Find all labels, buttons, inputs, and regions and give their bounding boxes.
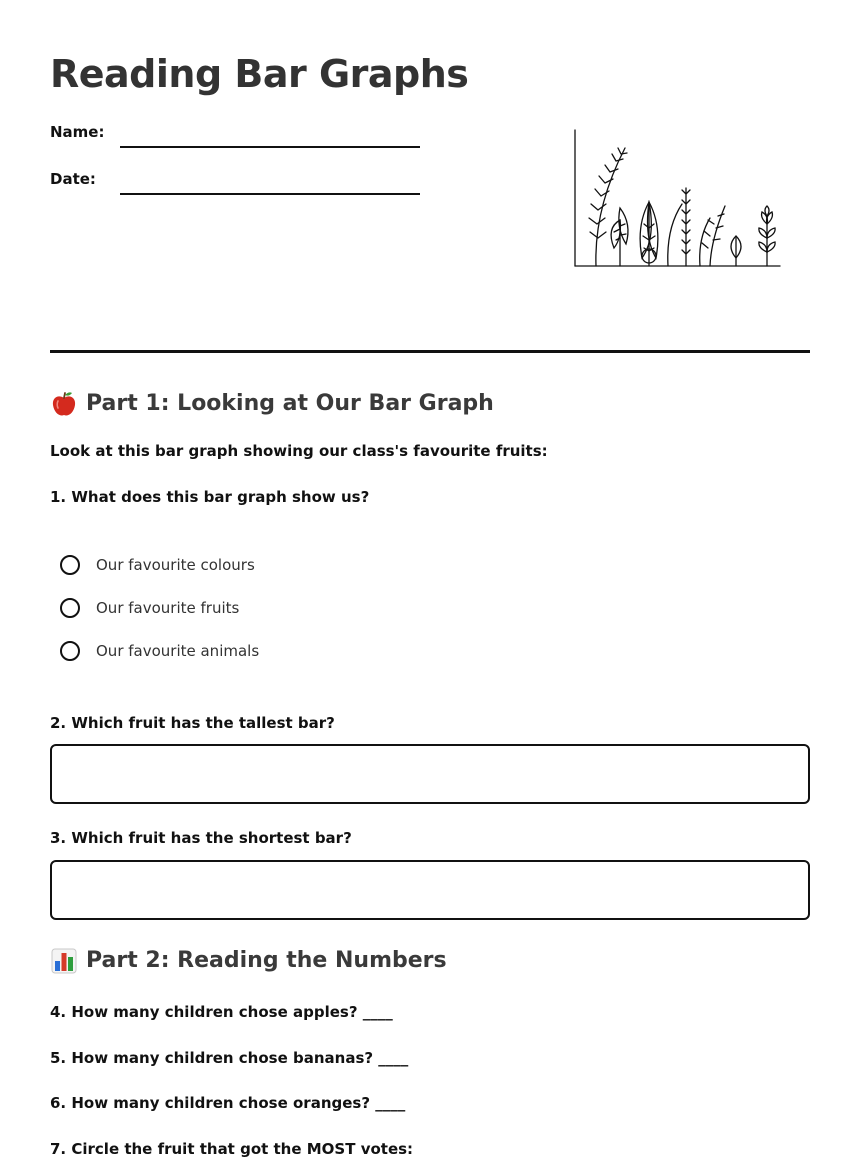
page-title: Reading Bar Graphs	[50, 52, 469, 96]
option-label: Our favourite colours	[96, 556, 255, 574]
part1-intro: Look at this bar graph showing our class's favourite fruits:	[50, 442, 548, 460]
part1-heading	[50, 389, 494, 419]
q2-answer-box[interactable]	[50, 744, 810, 804]
option-label: Our favourite fruits	[96, 599, 240, 617]
question-2: 2. Which fruit has the tallest bar?	[50, 714, 335, 732]
date-field	[50, 169, 430, 199]
part2-heading	[50, 946, 447, 976]
question-3: 3. Which fruit has the shortest bar?	[50, 829, 352, 847]
q3-answer-box[interactable]	[50, 860, 810, 920]
question-5: 5. How many children chose bananas? ____	[50, 1049, 409, 1067]
question-6: 6. How many children chose oranges? ____	[50, 1094, 406, 1112]
name-label: Name:	[50, 123, 105, 141]
plants-illustration-icon	[570, 128, 790, 270]
part1-heading-text: Part 1: Looking at Our Bar Graph	[86, 391, 494, 416]
date-line[interactable]	[120, 193, 420, 195]
option-label: Our favourite animals	[96, 642, 260, 660]
question-1: 1. What does this bar graph show us?	[50, 488, 370, 506]
bar-chart-icon	[50, 947, 78, 975]
q1-option-animals[interactable]	[60, 638, 259, 664]
radio-button[interactable]	[60, 598, 80, 618]
radio-button[interactable]	[60, 641, 80, 661]
question-7: 7. Circle the fruit that got the MOST votes:	[50, 1140, 414, 1158]
apple-icon	[50, 390, 78, 418]
q1-option-colours[interactable]	[60, 552, 255, 578]
radio-button[interactable]	[60, 555, 80, 575]
q1-option-fruits[interactable]	[60, 595, 239, 621]
name-line[interactable]	[120, 146, 420, 148]
part2-heading-text: Part 2: Reading the Numbers	[86, 948, 447, 973]
name-field	[50, 122, 430, 152]
question-4: 4. How many children chose apples? ____	[50, 1003, 393, 1021]
section-divider	[50, 350, 810, 353]
date-label: Date:	[50, 170, 96, 188]
